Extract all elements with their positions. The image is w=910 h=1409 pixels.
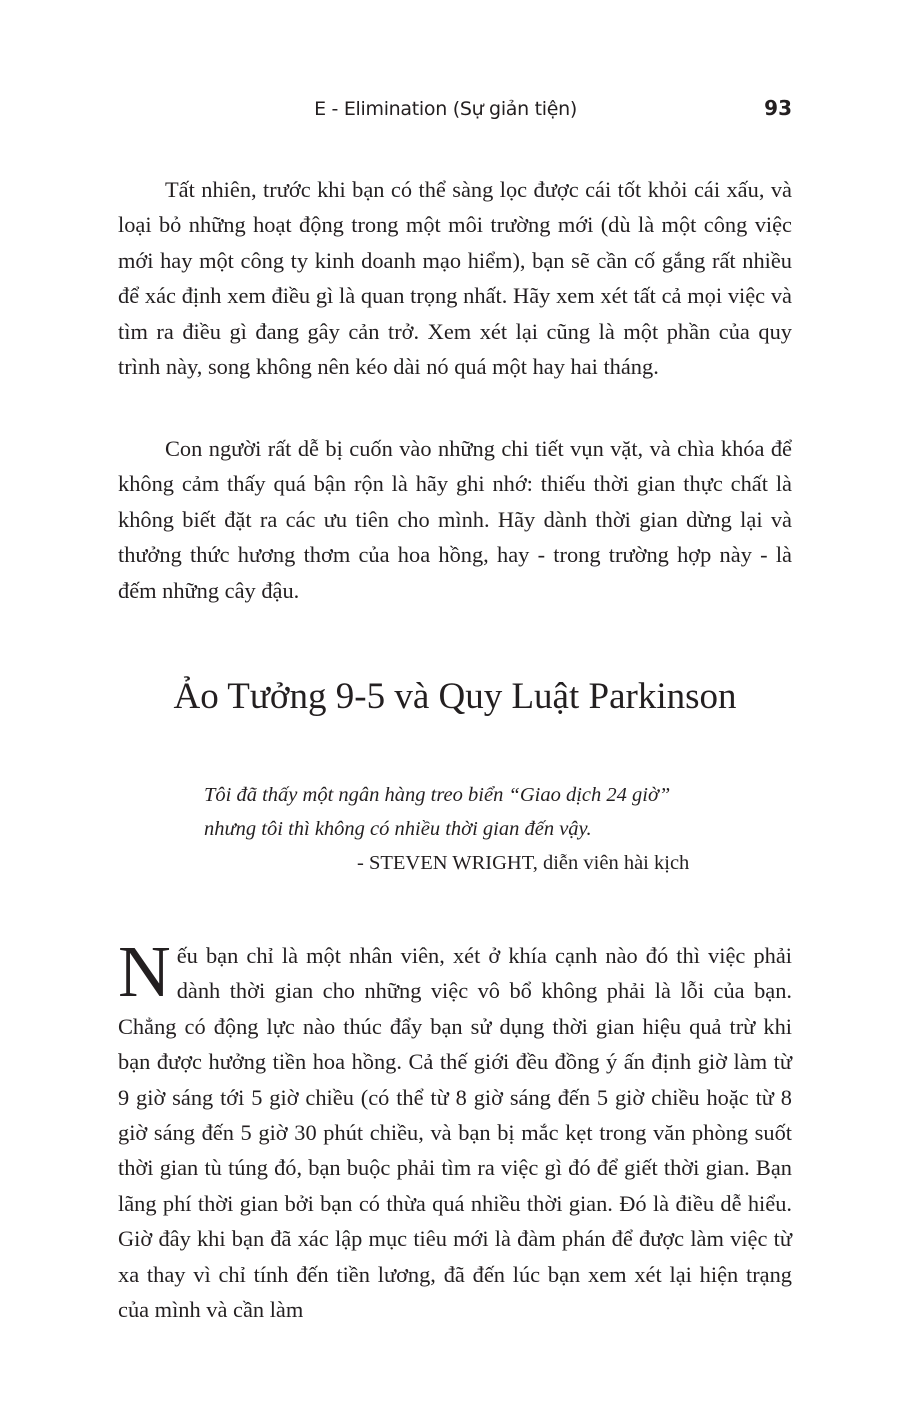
epigraph-line-2: nhưng tôi thì không có nhiều thời gian đến vậy.	[204, 818, 592, 840]
drop-cap: N	[118, 931, 171, 1012]
paragraph-text: ếu bạn chỉ là một nhân viên, xét ở khía cạnh nào đó thì việc phải dành thời gian cho những việc vô bổ không phải là lỗi của bạn. Chẳng có động lực nào thúc đẩy bạn sử dụng thời gian hiệu quả trừ khi bạn được hưởng tiền hoa hồng. Cả thế giới đều đồng ý ấn định giờ làm từ 9 giờ sáng tới 5 giờ chiều (có thể từ 8 giờ sáng đến 5 giờ chiều hoặc từ 8 giờ sáng đến 5 giờ 30 phút chiều, và bạn bị mắc kẹt trong văn phòng suốt thời gian tù túng đó, bạn buộc phải tìm ra việc gì đó để giết thời gian. Bạn lãng phí thời gian bởi bạn có thừa quá nhiều thời gian. Đó là điều dễ hiểu. Giờ đây khi bạn đã xác lập mục tiêu mới là đàm phán để được làm việc từ xa thay vì chỉ tính đến tiền lương, đã đến lúc bạn xem xét lại hiện trạng của mình và cần làm	[118, 943, 792, 1323]
body-paragraph-1	[118, 172, 792, 384]
epigraph	[204, 778, 724, 880]
paragraph-text: Con người rất dễ bị cuốn vào những chi tiết vụn vặt, và chìa khóa để không cảm thấy quá bận rộn là hãy ghi nhớ: thiếu thời gian thực chất là không biết đặt ra các ưu tiên cho mình. Hãy dành thời gian dừng lại và thưởng thức hương thơm của hoa hồng, hay - trong trường hợp này - là đếm những cây đậu.	[118, 436, 792, 603]
section-heading: Ảo Tưởng 9-5 và Quy Luật Parkinson	[173, 676, 737, 717]
running-title: E - Elimination (Sự giản tiện)	[314, 98, 577, 120]
epigraph-attribution: - STEVEN WRIGHT, diễn viên hài kịch	[357, 852, 690, 874]
body-paragraph-2	[118, 431, 792, 608]
section-body-paragraph	[118, 931, 792, 1327]
epigraph-line-1: Tôi đã thấy một ngân hàng treo biển “Giao dịch 24 giờ”	[204, 784, 671, 806]
running-header	[120, 96, 792, 126]
page-number: 93	[764, 96, 792, 120]
paragraph-text: Tất nhiên, trước khi bạn có thể sàng lọc được cái tốt khỏi cái xấu, và loại bỏ những hoạt động trong một môi trường mới (dù là một công việc mới hay một công ty kinh doanh mạo hiểm), bạn sẽ cần cố gắng rất nhiều để xác định xem điều gì là quan trọng nhất. Hãy xem xét tất cả mọi việc và tìm ra điều gì đang gây cản trở. Xem xét lại cũng là một phần của quy trình này, song không nên kéo dài nó quá một hay hai tháng.	[118, 177, 792, 380]
